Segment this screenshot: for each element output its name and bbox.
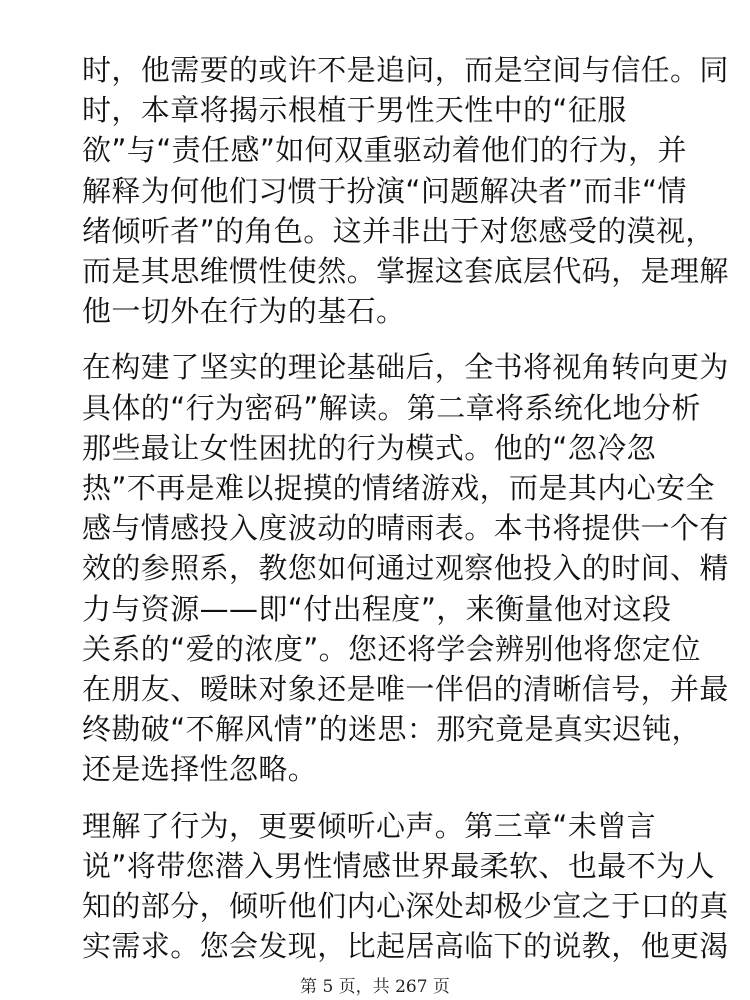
text-line: 绪倾听者”的角色。这并非出于对您感受的漠视， (82, 213, 715, 248)
text-line: 欲”与“责任感”如何双重驱动着他们的行为，并 (82, 133, 687, 168)
text-line: 而是其思维惯性使然。掌握这套底层代码，是理解 (82, 254, 729, 289)
text-line: 还是选择性忽略。 (82, 752, 318, 787)
text-line: 理解了行为，更要倾听心声。第三章“未曾言 (82, 808, 657, 843)
text-line: 热”不再是难以捉摸的情绪游戏，而是其内心安全 (82, 471, 715, 506)
text-line: 知的部分，倾听他们内心深处却极少宣之于口的真 (82, 889, 729, 924)
text-line: 在构建了坚实的理论基础后，全书将视角转向更为 (82, 350, 729, 385)
paragraph-2 (82, 347, 729, 789)
text-line: 感与情感投入度波动的晴雨表。本书将提供一个有 (82, 511, 729, 546)
text-line: 在朋友、暧昧对象还是唯一伴侣的清晰信号，并最 (82, 672, 729, 707)
text-line: 解释为何他们习惯于扮演“问题解决者”而非“情 (82, 173, 687, 208)
document-body (82, 50, 729, 982)
text-line: 具体的“行为密码”解读。第二章将系统化地分析 (82, 390, 701, 425)
text-line: 关系的“爱的浓度”。您还将学会辨别他将您定位 (82, 631, 701, 666)
text-line: 效的参照系，教您如何通过观察他投入的时间、精 (82, 551, 729, 586)
text-line: 终勘破“不解风情”的迷思：那究竟是真实迟钝， (82, 712, 701, 747)
paragraph-3 (82, 806, 729, 967)
text-line: 时，本章将揭示根植于男性天性中的“征服 (82, 93, 627, 128)
text-line: 实需求。您会发现，比起居高临下的说教，他更渴 (82, 929, 729, 964)
text-line: 时，他需要的或许不是追问，而是空间与信任。同 (82, 53, 729, 87)
text-line: 那些最让女性困扰的行为模式。他的“忽冷忽 (82, 430, 657, 465)
text-line: 他一切外在行为的基石。 (82, 294, 406, 329)
page-number-footer: 第 5 页，共 267 页 (300, 977, 450, 997)
text-line: 力与资源——即“付出程度”，来衡量他对这段 (82, 591, 672, 626)
text-line: 说”将带您潜入男性情感世界最柔软、也最不为人 (82, 848, 715, 883)
paragraph-1 (82, 50, 729, 331)
